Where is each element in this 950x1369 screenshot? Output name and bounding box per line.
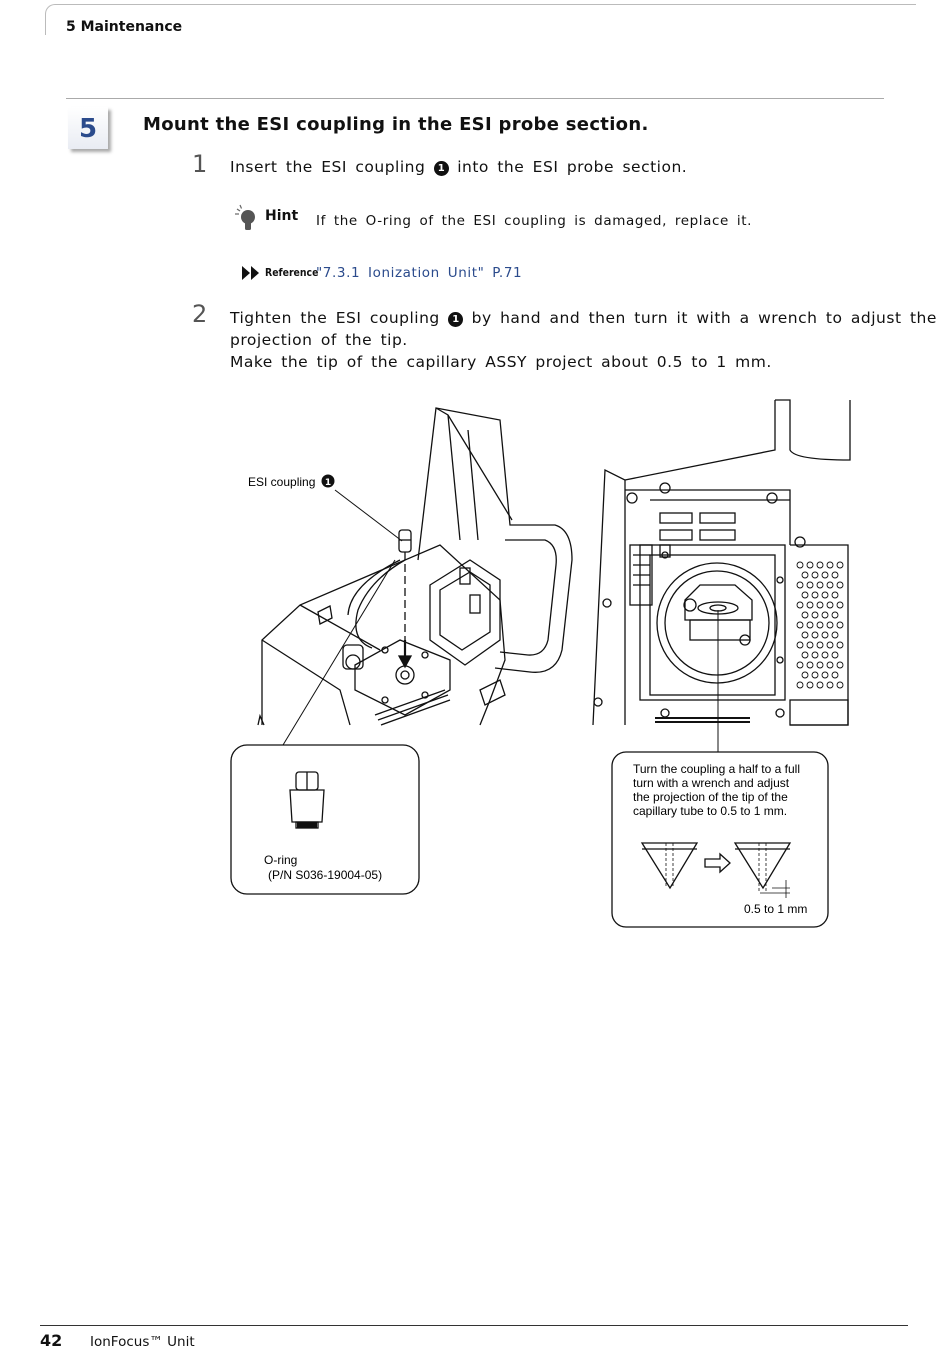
hint-text: If the O-ring of the ESI coupling is damaged, replace it. (316, 213, 752, 229)
tip-after-icon (735, 843, 790, 898)
arrow-right-icon (705, 854, 730, 872)
reference-label: Reference (265, 266, 319, 279)
instruction-line-4: capillary tube to 0.5 to 1 mm. (633, 804, 788, 818)
coupling-marker: 1 (448, 312, 463, 327)
footer-rule (40, 1325, 908, 1326)
reference-link[interactable]: "7.3.1 Ionization Unit" P.71 (316, 265, 523, 281)
section-header: 5 Maintenance (66, 19, 183, 35)
vent-holes (797, 562, 843, 688)
instruction-line-2: turn with a wrench and adjust (633, 776, 790, 790)
substep-2-text-after: by hand and then turn it with a wrench to adjust the (471, 309, 937, 327)
step-number-badge: 5 (68, 107, 108, 149)
dimension-label: 0.5 to 1 mm (744, 902, 808, 916)
substep-1-text-after: into the ESI probe section. (457, 158, 688, 176)
substep-2-line-2: projection of the tip. (230, 331, 408, 349)
hint-label: Hint (265, 208, 299, 224)
oring-mark (297, 822, 317, 828)
step-title: Mount the ESI coupling in the ESI probe section. (143, 114, 649, 135)
instruction-line-3: the projection of the tip of the (633, 790, 788, 804)
ionization-unit-drawing (258, 408, 572, 725)
callout-marker: 1 (324, 478, 332, 488)
coupling-marker: 1 (434, 161, 449, 176)
oring-part-number: (P/N S036-19004-05) (268, 868, 383, 882)
page-number: 42 (40, 1331, 63, 1350)
substep-number-1: 1 (192, 150, 208, 178)
substep-2-text-before: Tighten the ESI coupling (230, 309, 440, 327)
substep-number-2: 2 (192, 300, 208, 328)
instruction-line-1: Turn the coupling a half to a full (633, 762, 800, 776)
substep-1-text-before: Insert the ESI coupling (230, 158, 426, 176)
oring-label: O-ring (264, 853, 298, 867)
esi-coupling-callout: ESI coupling (248, 475, 316, 489)
tip-before-icon (642, 843, 697, 888)
footer-title: IonFocus™ Unit (90, 1334, 195, 1350)
coupling-detail-drawing (290, 772, 324, 828)
substep-2-line-3: Make the tip of the capillary ASSY project about 0.5 to 1 mm. (230, 353, 772, 371)
